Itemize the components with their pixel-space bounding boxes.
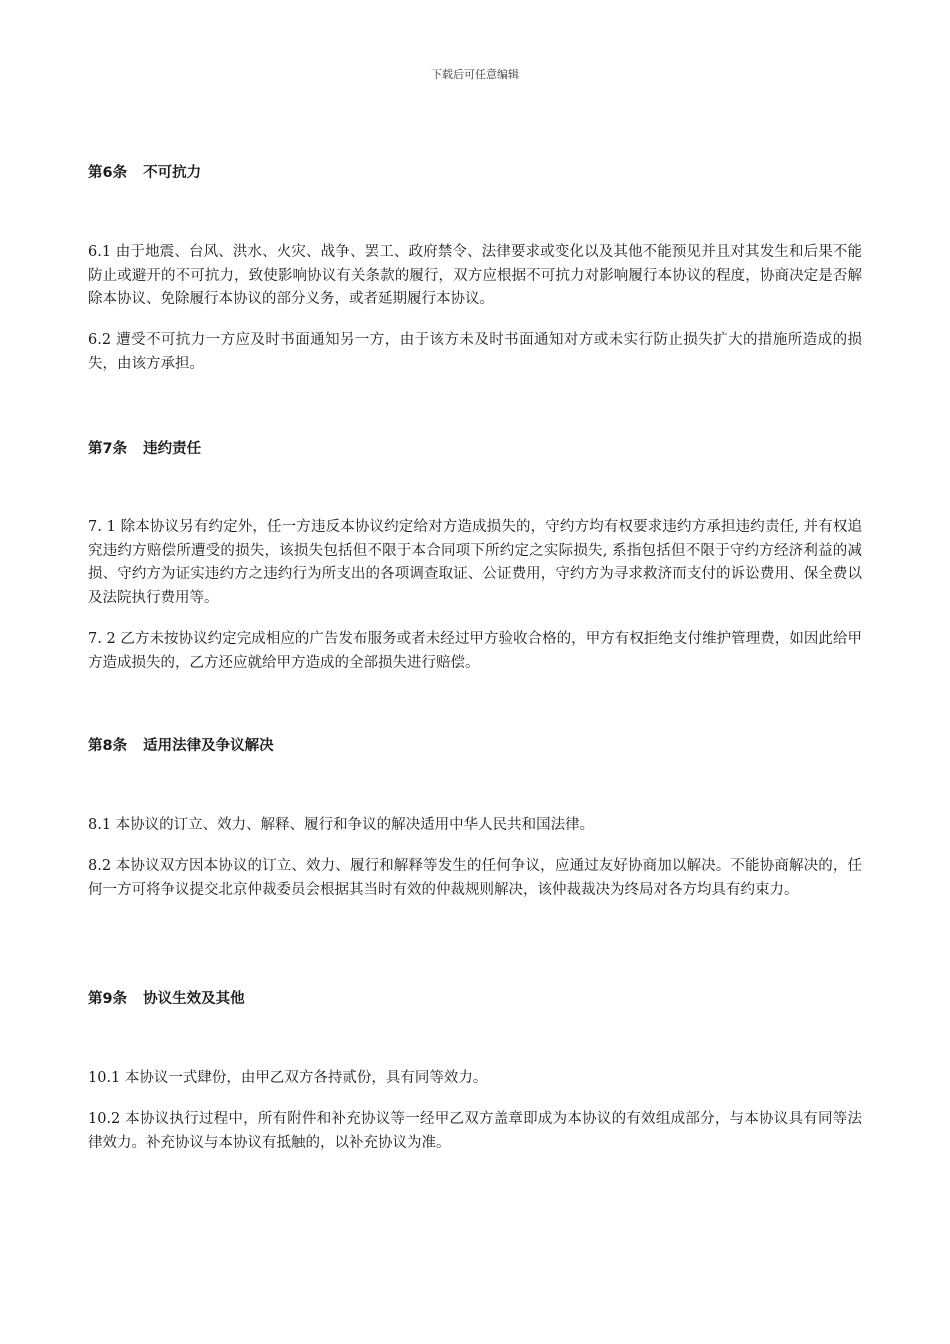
paragraph-10-2: 10.2 本协议执行过程中，所有附件和补充协议等一经甲乙双方盖章即成为本协议的有效组成部分，与本协议具有同等法律效力。补充协议与本协议有抵触的，以补充协议为准。 (88, 1111, 862, 1151)
section-title: 协议生效及其他 (143, 991, 245, 1007)
paragraph-7-2: 7. 2 乙方未按协议约定完成相应的广告发布服务或者未经过甲方验收合格的，甲方有权拒绝支付维护管理费，如因此给甲方造成损失的，乙方还应就给甲方造成的全部损失进行赔偿。 (88, 631, 862, 671)
section-number: 第6条 (88, 165, 128, 181)
section-heading-8 (88, 734, 274, 755)
paragraph-6-1: 6.1 由于地震、台风、洪水、火灾、战争、罢工、政府禁令、法律要求或变化以及其他不能预见并且对其发生和后果不能防止或避开的不可抗力，致使影响协议有关条款的履行，双方应根据不可抗力对影响履行本协议的程度，协商决定是否解除本协议、免除履行本协议的部分义务，或者延期履行本协议。 (88, 244, 862, 307)
section-heading-6 (88, 161, 201, 182)
section-title: 不可抗力 (143, 165, 202, 181)
paragraph-7-1: 7. 1 除本协议另有约定外，任一方违反本协议约定给对方造成损失的，守约方均有权要求违约方承担违约责任, 并有权追究违约方赔偿所遭受的损失，该损失包括但不限于本合同项下所约定之实际损失, 系指包括但不限于守约方经济利益的减损、守约方为证实违约方之违约行为所支出的各项调查取证、公证费用，守约方为寻求救济而支付的诉讼费用、保全费以及法院执行费用等。 (88, 519, 862, 606)
section-number: 第9条 (88, 991, 128, 1007)
section-title: 违约责任 (143, 441, 202, 457)
section-heading-9 (88, 987, 245, 1008)
section-heading-7 (88, 437, 201, 458)
paragraph-8-2: 8.2 本协议双方因本协议的订立、效力、履行和解释等发生的任何争议，应通过友好协商加以解决。不能协商解决的，任何一方可将争议提交北京仲裁委员会根据其当时有效的仲裁规则解决，该仲裁裁决为终局对各方均具有约束力。 (88, 858, 862, 898)
paragraph-10-1: 10.1 本协议一式肆份，由甲乙双方各持贰份，具有同等效力。 (88, 1070, 488, 1086)
section-number: 第8条 (88, 738, 128, 754)
section-title: 适用法律及争议解决 (143, 738, 274, 754)
page-header: 下载后可任意编辑 (431, 68, 519, 81)
paragraph-6-2: 6.2 遭受不可抗力一方应及时书面通知另一方，由于该方未及时书面通知对方或未实行防止损失扩大的措施所造成的损失，由该方承担。 (88, 332, 862, 372)
paragraph-8-1: 8.1 本协议的订立、效力、解释、履行和争议的解决适用中华人民共和国法律。 (88, 817, 595, 833)
section-number: 第7条 (88, 441, 128, 457)
